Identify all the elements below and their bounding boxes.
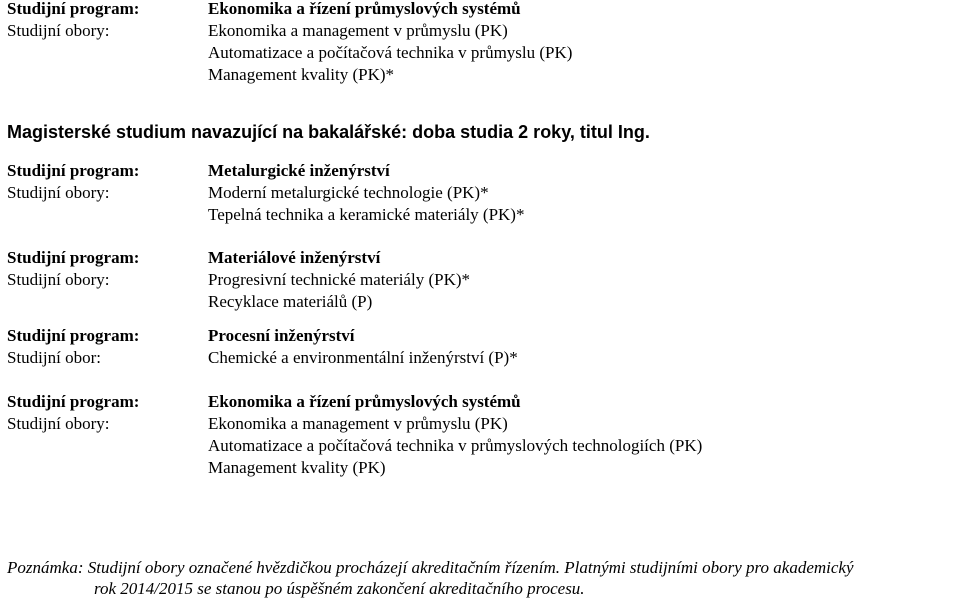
program-name: Materiálové inženýrství: [208, 248, 381, 267]
fields-label: Studijní obory:: [7, 414, 110, 433]
program-name: Procesní inženýrství: [208, 326, 355, 345]
program-name: Ekonomika a řízení průmyslových systémů: [208, 0, 521, 18]
program-label: Studijní program:: [7, 326, 140, 345]
program-label: Studijní program:: [7, 392, 140, 411]
field-item: Chemické a environmentální inženýrství (P)*: [208, 348, 518, 367]
program-label: Studijní program:: [7, 161, 140, 180]
fields-label: Studijní obory:: [7, 270, 110, 289]
fields-label: Studijní obory:: [7, 183, 110, 202]
field-item: Moderní metalurgické technologie (PK)*: [208, 183, 489, 202]
section-heading: Magisterské studium navazující na bakalářské: doba studia 2 roky, titul Ing.: [7, 122, 650, 142]
footnote-line: Poznámka: Studijní obory označené hvězdičkou procházejí akreditačním řízením. Platnými studijními obory pro akademický: [7, 558, 854, 577]
field-item: Progresivní technické materiály (PK)*: [208, 270, 471, 289]
field-item: Automatizace a počítačová technika v průmyslu (PK): [208, 43, 573, 62]
footnote-line: rok 2014/2015 se stanou po úspěšném zakončení akreditačního procesu.: [94, 579, 585, 598]
program-name: Ekonomika a řízení průmyslových systémů: [208, 392, 521, 411]
field-item: Ekonomika a management v průmyslu (PK): [208, 414, 508, 433]
fields-label: Studijní obory:: [7, 21, 110, 40]
field-item: Tepelná technika a keramické materiály (PK)*: [208, 205, 525, 224]
field-item: Ekonomika a management v průmyslu (PK): [208, 21, 508, 40]
fields-label: Studijní obor:: [7, 348, 101, 367]
program-label: Studijní program:: [7, 0, 140, 18]
program-label: Studijní program:: [7, 248, 140, 267]
field-item: Automatizace a počítačová technika v průmyslových technologiích (PK): [208, 436, 703, 455]
field-item: Recyklace materiálů (P): [208, 292, 373, 311]
program-name: Metalurgické inženýrství: [208, 161, 390, 180]
field-item: Management kvality (PK)*: [208, 65, 395, 84]
field-item: Management kvality (PK): [208, 458, 386, 477]
